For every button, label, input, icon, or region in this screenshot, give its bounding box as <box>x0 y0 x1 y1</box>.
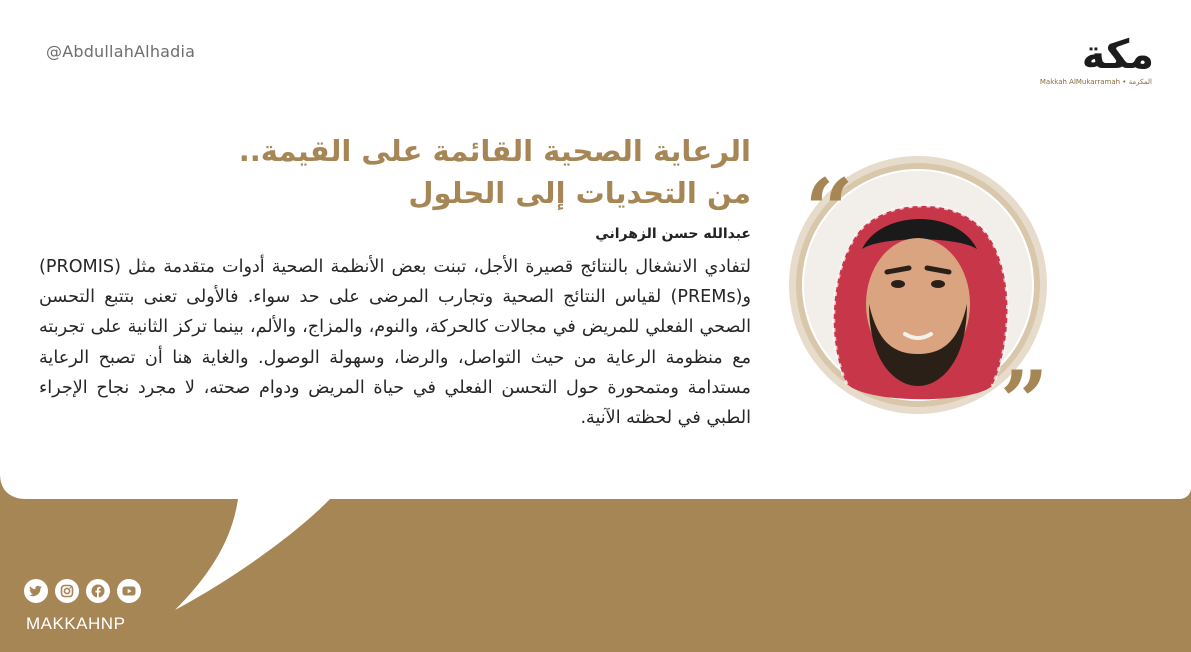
author-name: عبدالله حسن الزهراني <box>595 226 751 242</box>
youtube-icon[interactable] <box>117 579 141 603</box>
instagram-icon[interactable] <box>55 579 79 603</box>
makkah-logo <box>1034 30 1154 90</box>
logo-subtitle: Makkah AlMukarramah • المكرمة <box>1039 78 1152 86</box>
article-body: لتفادي الانشغال بالنتائج قصيرة الأجل، تبنت بعض الأنظمة الصحية أدوات متقدمة مثل (PROMIS) و(PREMs) لقياس النتائج الصحية وتجارب المرضى على حد سواء. فالأولى تعنى بتتبع التحسن الصحي الفعلي للمريض في مجالات كالحركة، والنوم، والمزاج، والألم، بينما تركز الثانية على تجربته مع منظومة الرعاية من حيث التواصل، والرضا، وسهولة الوصول. والغاية هنا أن تصبح الرعاية مستدامة ومتمحورة حول التحسن الفعلي في حياة المريض ودوام صحته، لا مجرد نجاح الإجراء الطبي في لحظته الآنية. <box>39 257 751 429</box>
brand-name: MAKKAHNP <box>26 614 126 633</box>
logo-wordmark: مكة <box>1081 32 1154 78</box>
close-quote-icon: ” <box>1000 352 1049 451</box>
facebook-icon[interactable] <box>86 579 110 603</box>
social-icons <box>24 579 141 603</box>
twitter-handle: @AbdullahAlhadia <box>46 42 196 61</box>
twitter-icon[interactable] <box>24 579 48 603</box>
headline-line-2: من التحديات إلى الحلول <box>408 176 751 210</box>
article-headline <box>131 130 751 214</box>
headline-line-1: الرعاية الصحية القائمة على القيمة.. <box>238 134 751 168</box>
open-quote-icon: “ <box>805 160 854 259</box>
